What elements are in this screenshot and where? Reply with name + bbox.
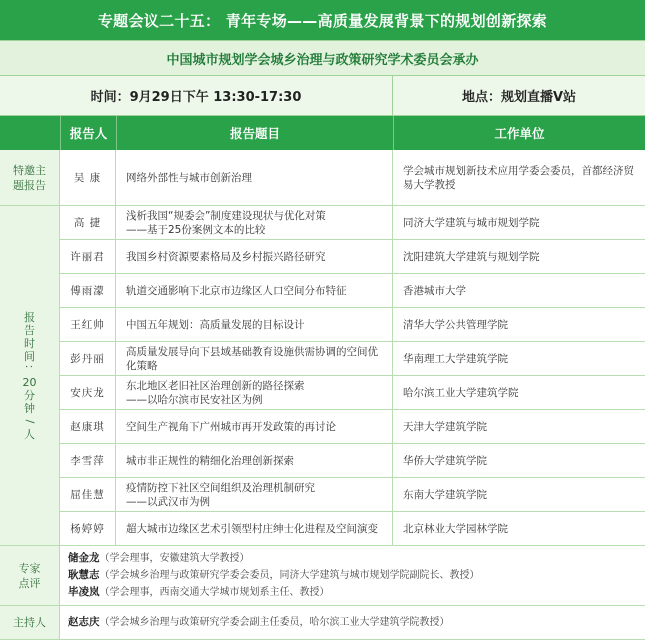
reporter-name: 傅雨濛 (60, 274, 116, 307)
report-topic: 空间生产视角下广州城市再开发政策的再讨论 (116, 410, 393, 443)
reviewer-desc: （学会城乡治理与政策研究学委会委员，同济大学建筑与城市规划学院副院长、教授） (99, 570, 480, 581)
reporter-unit: 华侨大学建筑学院 (403, 454, 487, 467)
reporter-unit: 天津大学建筑学院 (403, 420, 487, 433)
reporter-name: 高 捷 (60, 206, 116, 239)
category-char: 时 (24, 336, 35, 350)
reporter-unit: 北京林业大学园林学院 (403, 522, 508, 535)
category-char: 人 (24, 427, 35, 441)
category-char: 报 (24, 310, 35, 324)
header-unit: 工作单位 (393, 116, 645, 150)
table-header (0, 116, 645, 150)
table-row (60, 240, 645, 274)
reporter-name: 屈佳慧 (60, 478, 116, 511)
reviewer-line (68, 584, 637, 601)
reporter-unit: 香港城市大学 (403, 284, 466, 297)
report-topic: 轨道交通影响下北京市边缘区人口空间分布特征 (116, 274, 393, 307)
header-topic: 报告题目 (116, 116, 393, 150)
organizer-line: 中国城市规划学会城乡治理与政策研究学术委员会承办 (0, 40, 645, 76)
reporter-unit: 清华大学公共管理学院 (403, 318, 508, 331)
table-row (60, 308, 645, 342)
category-char: 间 (24, 349, 35, 363)
reporter-unit: 东南大学建筑学院 (403, 488, 487, 501)
reviewer-desc: （学会理事，西南交通大学城市规划系主任、教授） (99, 587, 330, 598)
category-reports (0, 206, 60, 546)
table-row (60, 478, 645, 512)
reviewer-line (68, 567, 637, 584)
reporter-unit: 学会城市规划新技术应用学委会委员，首都经济贸易大学教授 (403, 164, 634, 191)
header-category (0, 116, 60, 150)
table-row (60, 410, 645, 444)
table-row (60, 376, 645, 410)
category-char: 告 (24, 323, 35, 337)
reviewer-name: 耿慧志 (68, 569, 100, 581)
category-special: 特邀主题报告 (0, 150, 60, 206)
reviewer-name: 储金龙 (68, 552, 100, 564)
reviewers-list (60, 546, 645, 606)
table-row (60, 512, 645, 546)
reporter-name: 王红帅 (60, 308, 116, 341)
table-row (60, 206, 645, 240)
table-row (60, 444, 645, 478)
reporter-name: 彭丹丽 (60, 342, 116, 375)
table-row (60, 342, 645, 376)
category-char: 钟 (24, 401, 35, 415)
reporter-unit: 哈尔滨工业大学建筑学院 (403, 386, 519, 399)
category-host: 主持人 (0, 606, 60, 640)
reporter-unit: 华南理工大学建筑学院 (403, 352, 508, 365)
report-topic: 网络外部性与城市创新治理 (116, 150, 393, 205)
reporter-unit: 同济大学建筑与城市规划学院 (403, 216, 540, 229)
report-topic: 中国五年规划：高质量发展的目标设计 (116, 308, 393, 341)
host-desc: （学会城乡治理与政策研究学委会副主任委员，哈尔滨工业大学建筑学院教授） (99, 617, 450, 628)
category-char: 分 (24, 388, 35, 402)
reviewer-desc: （学会理事，安徽建筑大学教授） (99, 553, 250, 564)
reporter-name: 李雪萍 (60, 444, 116, 477)
reports-category-vertical (23, 311, 37, 441)
reporter-name: 杨婷婷 (60, 512, 116, 545)
report-topic: 东北地区老旧社区治理创新的路径探索 ——以哈尔滨市民安社区为例 (116, 376, 393, 409)
reviewer-name: 毕凌岚 (68, 586, 100, 598)
table-row (60, 150, 645, 206)
category-char: ： (23, 363, 36, 375)
header-reporter: 报告人 (60, 116, 116, 150)
report-topic: 疫情防控下社区空间组织及治理机制研究 ——以武汉市为例 (116, 478, 393, 511)
report-topic: 超大城市边缘区艺术引领型村庄绅士化进程及空间演变 (116, 512, 393, 545)
meeting-time: 时间：9月29日下午 13:30-17:30 (0, 76, 393, 115)
report-topic: 高质量发展导向下县域基础教育设施供需协调的空间优化策略 (116, 342, 393, 375)
reporter-name: 吴 康 (60, 150, 116, 205)
host-name: 赵志庆 (68, 616, 100, 628)
category-char: / (23, 419, 36, 423)
host-line (60, 606, 645, 640)
reviewer-line (68, 550, 637, 567)
info-bar (0, 76, 645, 116)
report-topic: 浅析我国“规委会”制度建设现状与优化对策 ——基于25份案例文本的比较 (116, 206, 393, 239)
category-char: 20 (22, 375, 37, 389)
table-row (60, 274, 645, 308)
meeting-location: 地点：规划直播V站 (461, 90, 577, 105)
reporter-unit: 沈阳建筑大学建筑与规划学院 (403, 250, 540, 263)
page-title: 专题会议二十五： 青年专场——高质量发展背景下的规划创新探索 (0, 0, 645, 40)
reporter-name: 安庆龙 (60, 376, 116, 409)
report-topic: 我国乡村资源要素格局及乡村振兴路径研究 (116, 240, 393, 273)
reporter-name: 许丽君 (60, 240, 116, 273)
reporter-name: 赵康琪 (60, 410, 116, 443)
report-topic: 城市非正规性的精细化治理创新探索 (116, 444, 393, 477)
category-reviewers: 专家点评 (0, 546, 60, 606)
